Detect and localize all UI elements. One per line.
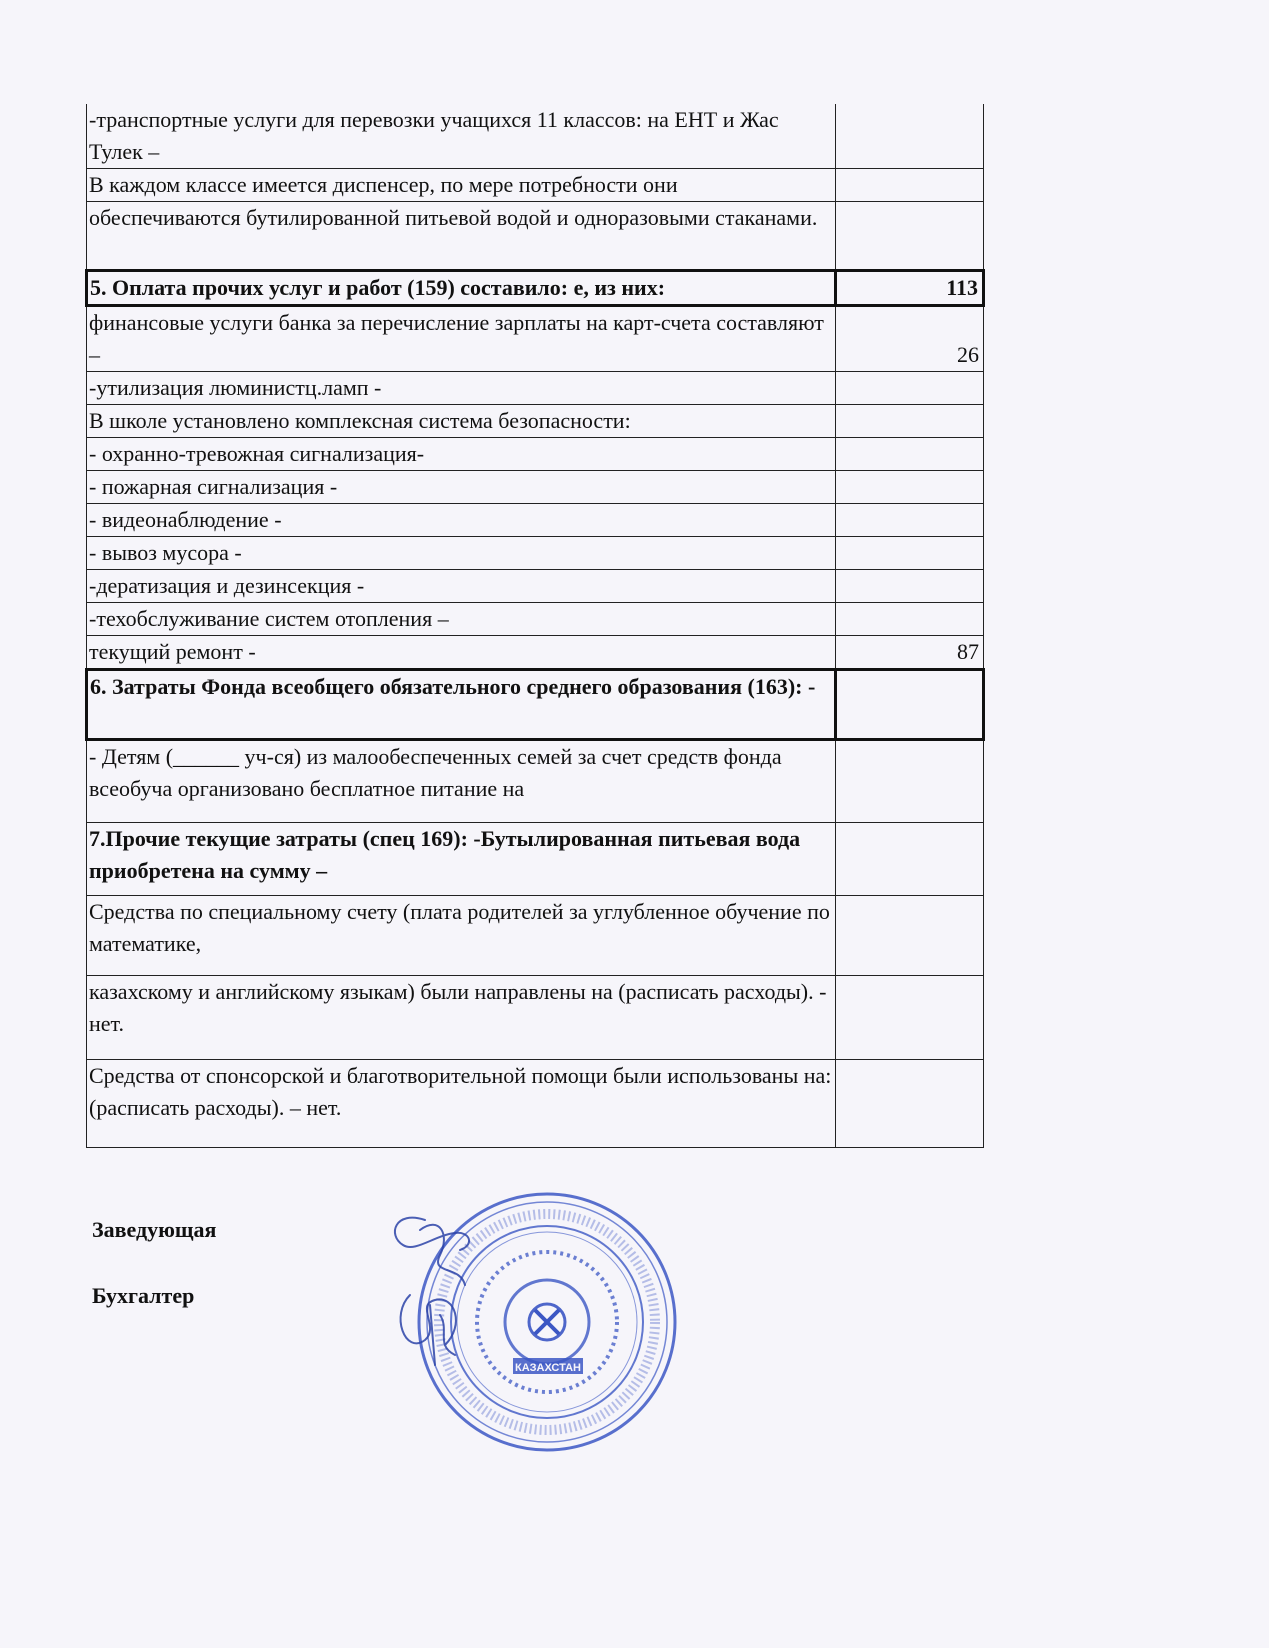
table-row [87,202,984,271]
table-row [87,504,984,537]
row-description: -утилизация люминистц.ламп - [87,372,836,405]
row-description: 5. Оплата прочих услуг и работ (159) составило: e, из них: [87,271,836,306]
row-description: 7.Прочие текущие затраты (спец 169): -Бутылированная питьевая вода приобретена на сумму – [87,823,836,896]
table-row [87,471,984,504]
row-description: В школе установлено комплексная система безопасности: [87,405,836,438]
row-amount: 87 [836,636,984,670]
row-description: - Детям (______ уч-ся) из малообеспеченных семей за счет средств фонда всеобуча организовано бесплатное питание на [87,740,836,823]
expense-table [85,104,985,1148]
table-row [87,603,984,636]
row-amount [836,740,984,823]
row-amount [836,670,984,740]
row-amount [836,603,984,636]
table-row [87,896,984,976]
table-row [87,1060,984,1148]
row-description: -транспортные услуги для перевозки учащихся 11 классов: на ЕНТ и Жас Тулек – [87,104,836,169]
row-amount [836,976,984,1060]
row-amount: 26 [836,306,984,372]
stamp-text: КАЗАХСТАН [515,1362,581,1374]
row-description: обеспечиваются бутилированной питьевой водой и одноразовыми стаканами. [87,202,836,271]
row-description: - охранно-тревожная сигнализация- [87,438,836,471]
row-amount [836,823,984,896]
row-amount [836,537,984,570]
table-row [87,169,984,202]
row-amount: 113 [836,271,984,306]
row-description: Средства от спонсорской и благотворительной помощи были использованы на: (расписать расходы). – нет. [87,1060,836,1148]
table-row [87,306,984,372]
row-description: В каждом классе имеется диспенсер, по мере потребности они [87,169,836,202]
table-row-section-5 [87,271,984,306]
table-row [87,636,984,670]
table-row [87,537,984,570]
row-amount [836,169,984,202]
row-amount [836,471,984,504]
row-description: -техобслуживание систем отопления – [87,603,836,636]
head-label: Заведующая [92,1217,217,1242]
row-amount [836,570,984,603]
handwritten-signature [385,1205,495,1370]
table-row-section-6 [87,670,984,740]
table-row [87,570,984,603]
row-description: Средства по специальному счету (плата родителей за углубленное обучение по математике, [87,896,836,976]
row-description: - вывоз мусора - [87,537,836,570]
row-description: - видеонаблюдение - [87,504,836,537]
row-description: текущий ремонт - [87,636,836,670]
row-description: - пожарная сигнализация - [87,471,836,504]
row-amount [836,896,984,976]
row-amount [836,202,984,271]
row-amount [836,504,984,537]
row-amount [836,372,984,405]
row-description: -дератизация и дезинсекция - [87,570,836,603]
row-amount [836,104,984,169]
row-description: 6. Затраты Фонда всеобщего обязательного среднего образования (163): - [87,670,836,740]
row-amount [836,405,984,438]
table-row [87,104,984,169]
row-amount [836,438,984,471]
table-row [87,976,984,1060]
table-row [87,438,984,471]
row-description: казахскому и английскому языкам) были направлены на (расписать расходы). - нет. [87,976,836,1060]
table-row-section-7 [87,823,984,896]
table-row [87,740,984,823]
row-amount [836,1060,984,1148]
accountant-label: Бухгалтер [92,1283,195,1308]
row-description: финансовые услуги банка за перечисление зарплаты на карт-счета составляют – [87,306,836,372]
table-row [87,372,984,405]
table-row [87,405,984,438]
